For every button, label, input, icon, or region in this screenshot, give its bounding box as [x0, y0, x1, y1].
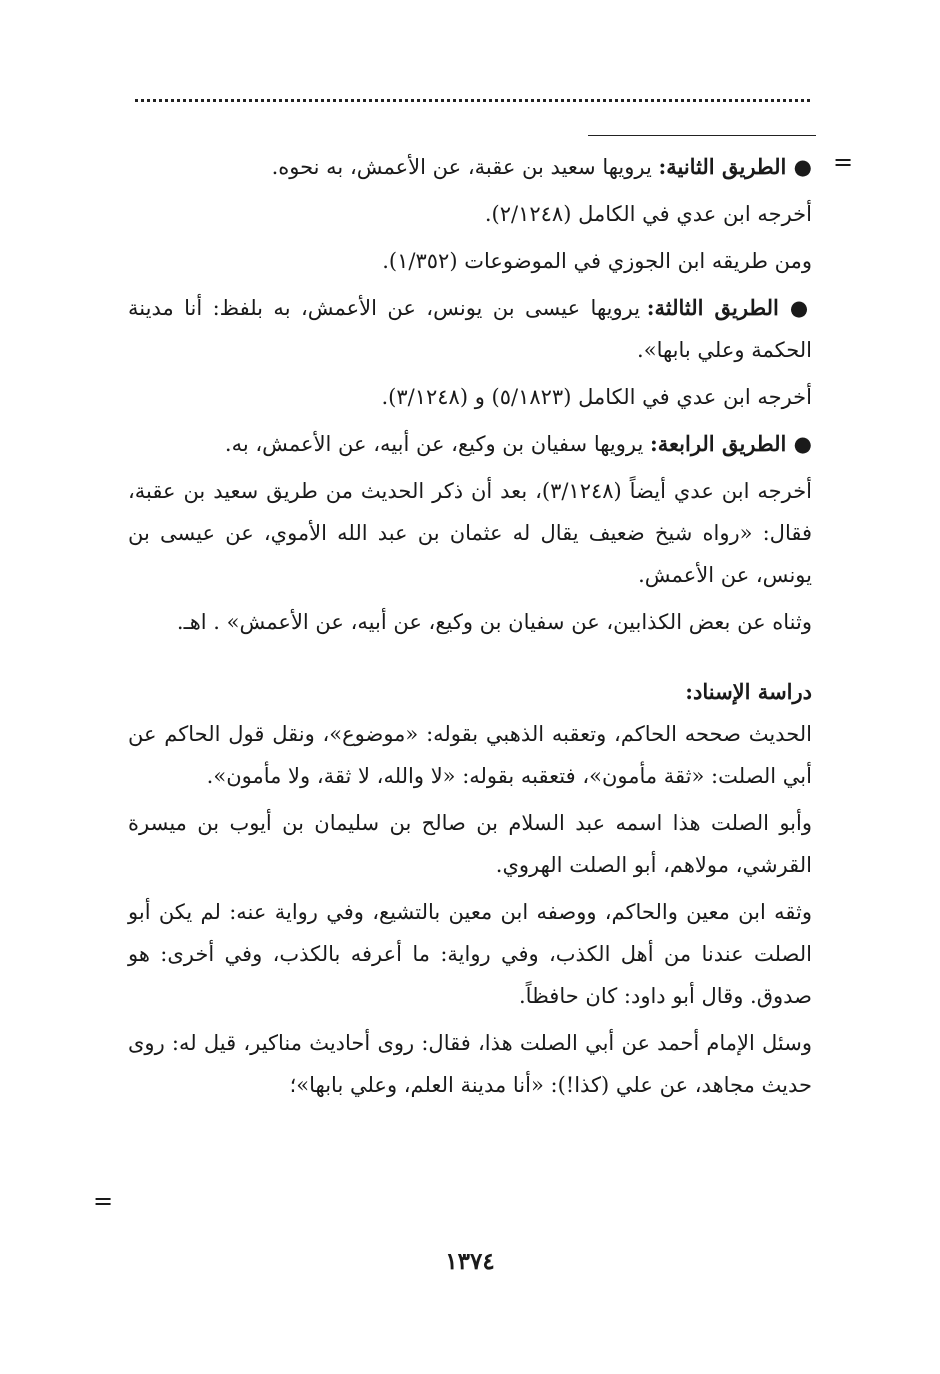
study-paragraph: الحديث صححه الحاكم، وتعقبه الذهبي بقوله: «موضوع»، ونقل قول الحاكم عن أبي الصلت: «ثقة مأمون»، فتعقبه بقوله: «لا والله، لا ثقة، ولا مأمون». [128, 722, 812, 788]
page-number: ١٣٧٤ [445, 1248, 495, 1275]
paragraph-text: ومن طريقه ابن الجوزي في الموضوعات (١/٣٥٢). [382, 249, 812, 273]
paragraph-text: وثناه عن بعض الكذابين، عن سفيان بن وكيع، عن أبيه، عن الأعمش» . اهـ. [176, 610, 812, 634]
paragraph-path-two [128, 146, 812, 188]
paragraph-source [128, 193, 812, 235]
paragraph-source [128, 470, 812, 596]
continuation-mark-bottom: = [93, 1187, 114, 1215]
study-paragraph: وأبو الصلت هذا اسمه عبد السلام بن صالح بن سليمان بن أيوب بن ميسرة القرشي، مولاهم، أبو الصلت الهروي. [128, 811, 812, 877]
paragraph-path-three [128, 287, 812, 371]
dotted-separator [135, 99, 810, 102]
footnote-body [128, 146, 812, 1111]
footnote-rule [588, 135, 816, 136]
path-label: ● الطريق الثانية: [658, 154, 812, 179]
paragraph-text: يرويها عيسى بن يونس، عن الأعمش، به بلفظ: أنا مدينة الحكمة وعلي بابها». [128, 296, 812, 362]
path-label: ● الطريق الرابعة: [650, 431, 812, 456]
paragraph-path-four [128, 423, 812, 465]
paragraph-text: أخرجه ابن عدي في الكامل (٢/١٢٤٨). [484, 202, 812, 226]
study-paragraph: وثقه ابن معين والحاكم، ووصفه ابن معين بالتشيع، وفي رواية عنه: لم يكن أبو الصلت عندنا من أهل الكذب، وفي رواية: ما أعرفه بالكذب، وفي أخرى: هو صدوق. وقال أبو داود: كان حافظاً. [128, 900, 812, 1008]
continuation-mark-top: = [833, 148, 854, 176]
paragraph-text: يرويها سفيان بن وكيع، عن أبيه، عن الأعمش، به. [224, 432, 650, 456]
paragraph-quote [128, 601, 812, 643]
study-paragraph: وسئل الإمام أحمد عن أبي الصلت هذا، فقال: روى أحاديث مناكير، قيل له: روى حديث مجاهد، عن علي (كذا!): «أنا مدينة العلم، وعلي بابها»؛ [128, 1031, 812, 1097]
path-label: ● الطريق الثالثة: [646, 295, 812, 320]
paragraph-text: يرويها سعيد بن عقبة، عن الأعمش، به نحوه. [271, 155, 659, 179]
paragraph-source [128, 376, 812, 418]
paragraph-source [128, 240, 812, 282]
paragraph-text: أخرجه ابن عدي في الكامل (٥/١٨٢٣) و (٣/١٢٤٨). [381, 385, 812, 409]
paragraph-text: أخرجه ابن عدي أيضاً (٣/١٢٤٨)، بعد أن ذكر الحديث من طريق سعيد بن عقبة، فقال: «رواه شيخ ضعيف يقال له عثمان بن عبد الله الأموي، عن عيسى بن يونس، عن الأعمش. [128, 479, 813, 587]
section-heading: دراسة الإسناد: [685, 679, 812, 704]
